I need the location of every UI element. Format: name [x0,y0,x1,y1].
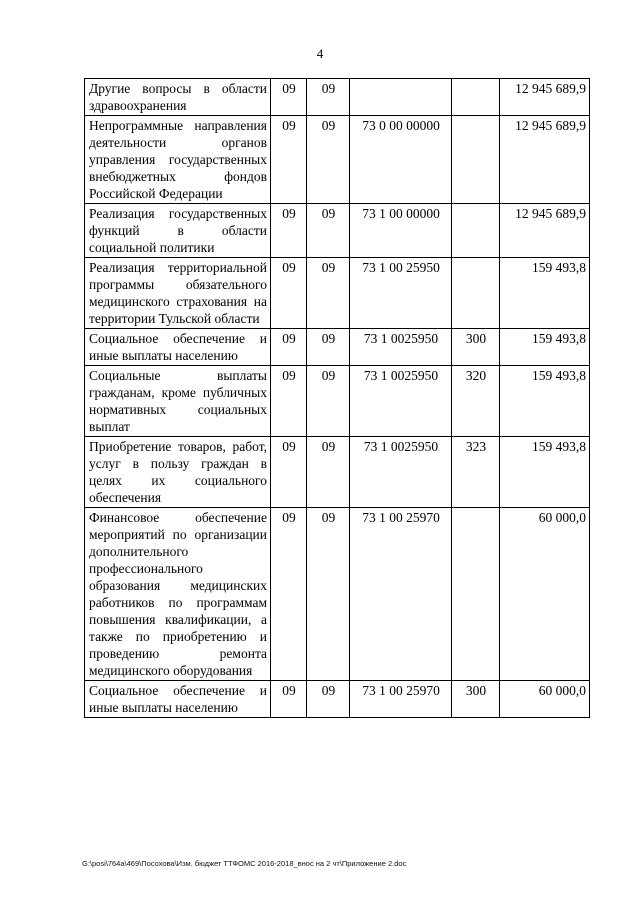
row-subsection: 09 [307,437,350,508]
row-subsection: 09 [307,79,350,116]
row-section: 09 [271,79,307,116]
row-subsection: 09 [307,366,350,437]
row-expense-type: 320 [452,366,500,437]
table-row [85,79,590,116]
row-target: 73 1 00 25950 [350,258,452,329]
row-section: 09 [271,329,307,366]
row-subsection: 09 [307,258,350,329]
row-amount: 12 945 689,9 [500,116,590,204]
row-subsection: 09 [307,508,350,681]
row-target: 73 1 0025950 [350,329,452,366]
row-expense-type [452,204,500,258]
row-name: Социальное обеспечение и иные выплаты населению [85,681,271,718]
table-row [85,329,590,366]
row-subsection: 09 [307,116,350,204]
row-name: Социальное обеспечение и иные выплаты населению [85,329,271,366]
row-target: 73 0 00 00000 [350,116,452,204]
row-amount: 159 493,8 [500,366,590,437]
row-name: Финансовое обеспечение мероприятий по организации дополнительного профессионального образования медицинских работников по программам повышения квалификации, а также по приобретению и проведению ремонта медицинского оборудования [85,508,271,681]
row-target: 73 1 0025950 [350,437,452,508]
row-amount: 60 000,0 [500,508,590,681]
row-section: 09 [271,116,307,204]
row-section: 09 [271,681,307,718]
row-subsection: 09 [307,329,350,366]
row-name: Социальные выплаты гражданам, кроме публичных нормативных социальных выплат [85,366,271,437]
row-expense-type: 300 [452,329,500,366]
table-row [85,437,590,508]
table-row [85,116,590,204]
row-name: Другие вопросы в области здравоохранения [85,79,271,116]
row-subsection: 09 [307,681,350,718]
row-amount: 12 945 689,9 [500,204,590,258]
row-target: 73 1 00 25970 [350,681,452,718]
table-row [85,204,590,258]
document-file-path: G:\posi\764a\469\Посохова\Изм. бюджет ТТФОМС 2016-2018_внос на 2 чт\Приложение 2.doc [82,859,407,868]
budget-table [84,78,590,718]
table-row [85,366,590,437]
row-expense-type [452,508,500,681]
row-expense-type: 300 [452,681,500,718]
row-amount: 159 493,8 [500,437,590,508]
row-name: Реализация территориальной программы обязательного медицинского страхования на территории Тульской области [85,258,271,329]
table-row [85,258,590,329]
table-row [85,508,590,681]
row-target: 73 1 00 00000 [350,204,452,258]
row-target: 73 1 00 25970 [350,508,452,681]
row-section: 09 [271,508,307,681]
row-expense-type: 323 [452,437,500,508]
row-name: Непрограммные направления деятельности органов управления государственных внебюджетных фондов Российской Федерации [85,116,271,204]
row-amount: 60 000,0 [500,681,590,718]
row-section: 09 [271,437,307,508]
table-row [85,681,590,718]
page-number: 4 [316,46,324,61]
row-target [350,79,452,116]
row-name: Приобретение товаров, работ, услуг в пользу граждан в целях их социального обеспечения [85,437,271,508]
row-section: 09 [271,258,307,329]
row-name: Реализация государственных функций в области социальной политики [85,204,271,258]
row-section: 09 [271,366,307,437]
row-expense-type [452,116,500,204]
row-expense-type [452,258,500,329]
row-amount: 159 493,8 [500,258,590,329]
row-subsection: 09 [307,204,350,258]
row-target: 73 1 0025950 [350,366,452,437]
row-amount: 12 945 689,9 [500,79,590,116]
row-amount: 159 493,8 [500,329,590,366]
row-section: 09 [271,204,307,258]
row-expense-type [452,79,500,116]
